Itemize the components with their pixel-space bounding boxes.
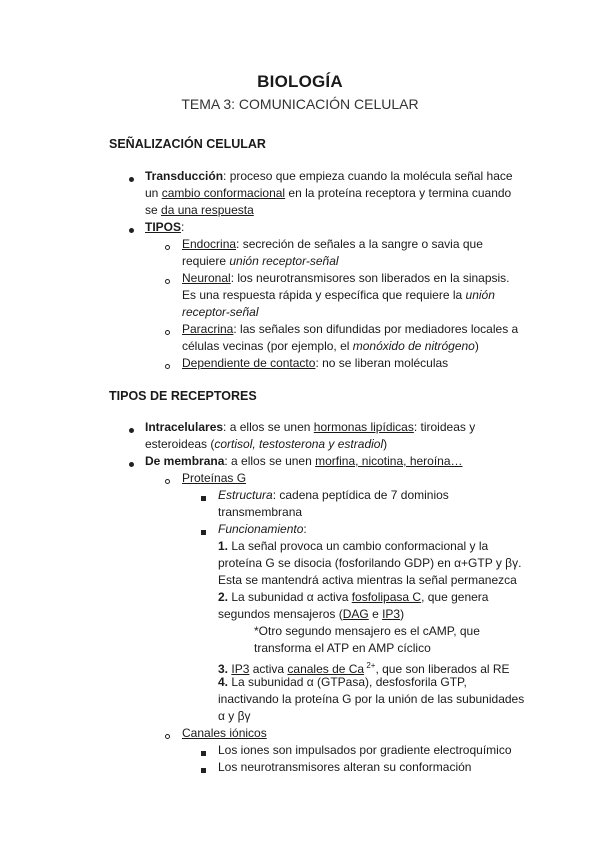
list-item-line: transmembrana <box>218 505 303 519</box>
step-2-line: segundos mensajeros (DAG e IP3) <box>218 607 405 621</box>
bullet-dot <box>129 228 134 233</box>
step-1-line: Esta se mantendrá activa mientras la señal permanezca <box>218 573 517 587</box>
step-4: 4. La subunidad α (GTPasa), desfosforila GTP, <box>218 675 467 689</box>
list-item-line: Es una respuesta rápida y específica que requiere la unión <box>182 288 495 302</box>
list-item-estructura: Estructura: cadena peptídica de 7 dominios <box>218 488 449 502</box>
list-item-membrana: De membrana: a ellos se unen morfina, nicotina, heroína… <box>145 454 463 468</box>
list-item-transduccion: Transducción: proceso que empieza cuando la molécula señal hace <box>145 169 513 183</box>
document-title: BIOLOGÍA <box>257 72 343 91</box>
bullet-circle <box>165 279 170 284</box>
note-line: *Otro segundo mensajero es el cAMP, que <box>254 624 480 638</box>
list-item-contacto: Dependiente de contacto: no se liberan moléculas <box>182 356 449 370</box>
list-item-canales-2: Los neurotransmisores alteran su conformación <box>218 760 472 774</box>
bullet-circle <box>165 330 170 335</box>
bullet-square <box>201 768 206 773</box>
list-item-line: células vecinas (por ejemplo, el monóxido de nitrógeno) <box>182 339 479 353</box>
list-item-line: requiere unión receptor-señal <box>182 254 339 268</box>
bullet-square <box>201 530 206 535</box>
bullet-circle <box>165 734 170 739</box>
list-item-tipos: TIPOS: <box>145 220 185 234</box>
section-heading-senalizacion: SEÑALIZACIÓN CELULAR <box>109 137 266 151</box>
bullet-dot <box>129 428 134 433</box>
list-item-funcionamiento: Funcionamiento: <box>218 522 307 536</box>
bullet-circle <box>165 479 170 484</box>
bullet-square <box>201 496 206 501</box>
step-3: 3. IP3 activa canales de Ca $^{2+}$, que son liberados al RE <box>218 661 510 676</box>
list-item-canales-1: Los iones son impulsados por gradiente electroquímico <box>218 743 512 757</box>
document-subtitle: TEMA 3: COMUNICACIÓN CELULAR <box>181 96 419 112</box>
list-item-endocrina: Endocrina: secreción de señales a la sangre o savia que <box>182 237 483 251</box>
bullet-circle <box>165 364 170 369</box>
bullet-dot <box>129 462 134 467</box>
step-4-line: inactivando la proteína G por la unión de las subunidades <box>218 692 525 706</box>
bullet-dot <box>129 177 134 182</box>
list-item-canales: Canales iónicos <box>182 726 267 740</box>
list-item-line: se da una respuesta <box>145 203 254 217</box>
list-item-intracelulares: Intracelulares: a ellos se unen hormonas lipídicas: tiroideas y <box>145 420 476 434</box>
list-item-line: esteroideas (cortisol, testosterona y estradiol) <box>145 437 388 451</box>
step-2: 2. La subunidad α activa fosfolipasa C, que genera <box>218 590 489 604</box>
list-item-paracrina: Paracrina: las señales son difundidas por mediadores locales a <box>182 322 519 336</box>
step-4-line: α y βγ <box>218 709 251 723</box>
step-1-line: proteína G se disocia (fosforilando GDP) en α+GTP y βγ. <box>218 556 522 570</box>
note-line: transforma el ATP en AMP cíclico <box>254 641 431 655</box>
list-item-proteinas-g: Proteínas G <box>182 471 247 485</box>
list-item-line: receptor-señal <box>182 305 259 319</box>
bullet-circle <box>165 245 170 250</box>
list-item-neuronal: Neuronal: los neurotransmisores son liberados en la sinapsis. <box>182 271 510 285</box>
step-1: 1. La señal provoca un cambio conformacional y la <box>218 539 489 553</box>
list-item-line: un cambio conformacional en la proteína receptora y termina cuando <box>145 186 512 200</box>
bullet-square <box>201 751 206 756</box>
section-heading-receptores: TIPOS DE RECEPTORES <box>109 389 257 403</box>
